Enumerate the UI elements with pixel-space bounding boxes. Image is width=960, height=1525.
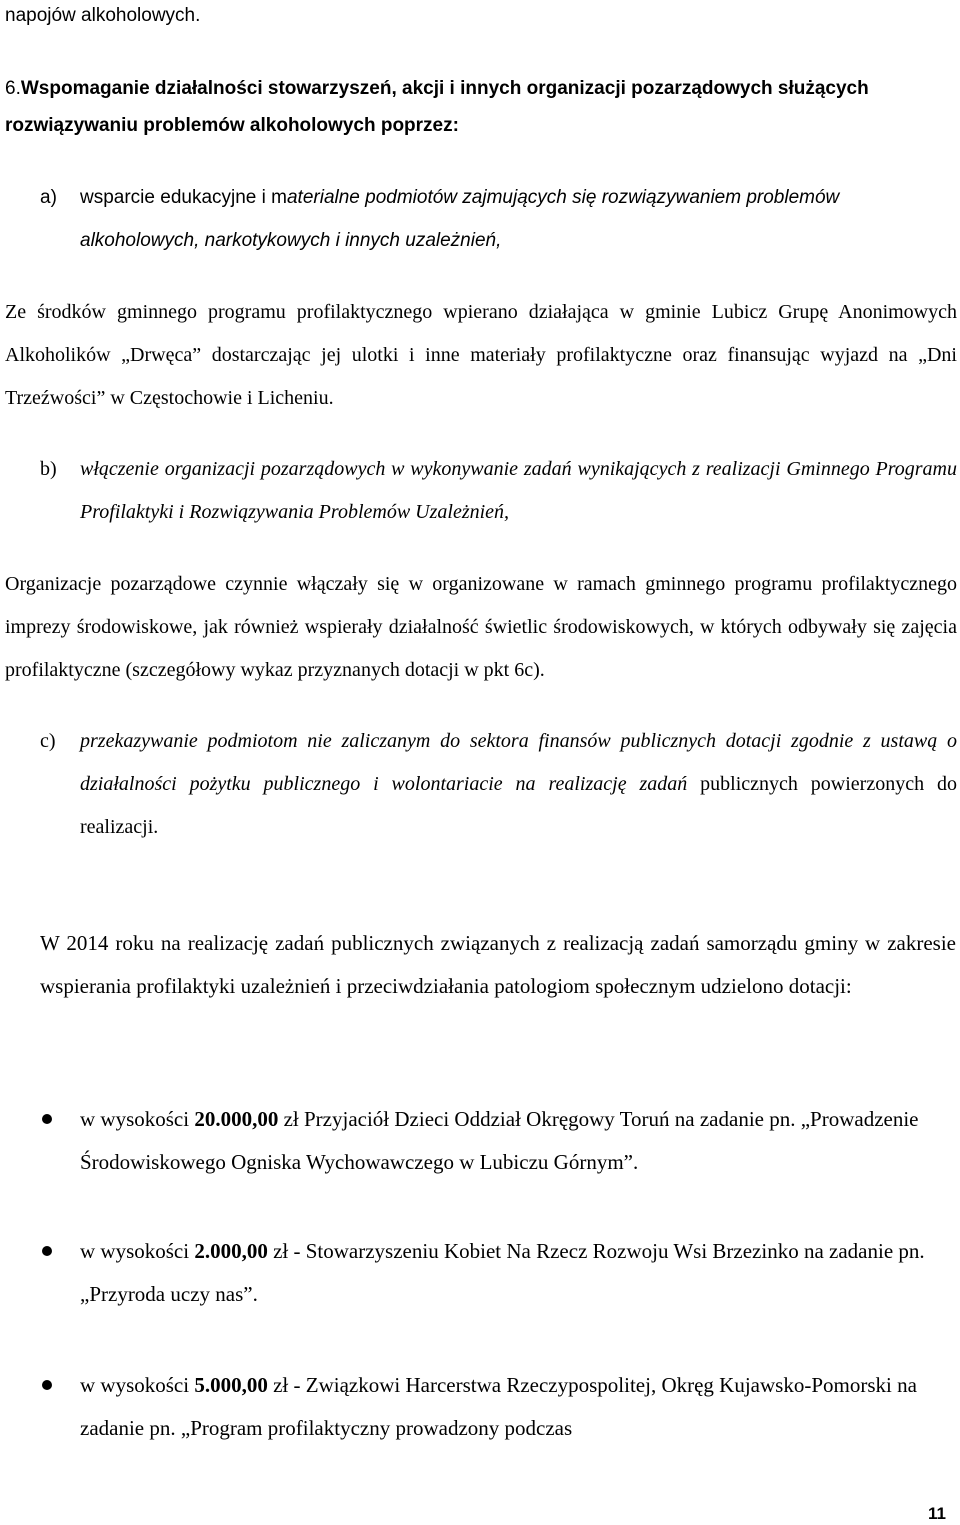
previous-page-continuation: napojów alkoholowych. xyxy=(5,5,201,26)
paragraph-1: Ze środków gminnego programu profilaktycznego wpierano działająca w gminie Lubicz Grupę Anonimowych Alkoholików „Drwęca” dostarczając jej ulotki i inne materiały profilaktyczne oraz finansując wyjazd na „Dni Trzeźwości” w Częstochowie i Licheniu. xyxy=(5,301,957,409)
item-c-label: c) xyxy=(40,730,56,752)
section-heading xyxy=(5,70,955,144)
item-a-text xyxy=(80,176,956,262)
bullet-icon xyxy=(42,1246,52,1256)
bullet-amount: 20.000,00 xyxy=(194,1107,279,1131)
item-b-text: włączenie organizacji pozarządowych w wykonywanie zadań wynikających z realizacji Gminnego Programu Profilaktyki i Rozwiązywania Problemów Uzależnień, xyxy=(80,458,957,523)
bullet-amount: 5.000,00 xyxy=(194,1373,268,1397)
bullet-rest: zł Przyjaciół Dzieci Oddział Okręgowy Toruń na zadanie pn. „Prowadzenie Środowiskowego Ogniska Wychowawczego w Lubiczu Górnym”. xyxy=(80,1107,919,1174)
item-c-text xyxy=(80,720,957,849)
bullet-icon xyxy=(42,1114,52,1124)
bullet-prefix: w wysokości xyxy=(80,1107,195,1131)
bullet-rest: zł - Związkowi Harcerstwa Rzeczypospolitej, Okręg Kujawsko-Pomorski na zadanie pn. „Program profilaktyczny prowadzony podczas xyxy=(80,1373,917,1440)
bullet-prefix: w wysokości xyxy=(80,1373,195,1397)
item-a-italic: aterialne podmiotów zajmujących się rozwiązywaniem problemów alkoholowych, narkotykowych i innych uzależnień, xyxy=(80,187,840,251)
bullet-prefix: w wysokości xyxy=(80,1239,195,1263)
item-a-plain: wsparcie edukacyjne i m xyxy=(80,187,287,208)
bullet-item xyxy=(80,1098,956,1184)
bullet-icon xyxy=(42,1380,52,1390)
item-b-label: b) xyxy=(40,458,57,480)
item-c-plain: publicznych powierzonych do realizacji. xyxy=(80,773,957,838)
bullet-amount: 2.000,00 xyxy=(194,1239,268,1263)
section-title: Wspomaganie działalności stowarzyszeń, akcji i innych organizacji pozarządowych służących rozwiązywaniu problemów alkoholowych poprzez: xyxy=(5,78,869,136)
section-number: 6. xyxy=(5,78,21,99)
bullet-item xyxy=(80,1230,956,1316)
paragraph-3: W 2014 roku na realizację zadań publicznych związanych z realizacją zadań samorządu gminy w zakresie wspierania profilaktyki uzależnień i przeciwdziałania patologiom społecznym udzielono dotacji: xyxy=(40,931,956,998)
page-number: 11 xyxy=(928,1504,946,1523)
bullet-item xyxy=(80,1364,956,1450)
item-a-label: a) xyxy=(40,187,57,208)
bullet-rest: zł - Stowarzyszeniu Kobiet Na Rzecz Rozwoju Wsi Brzezinko na zadanie pn. „Przyroda uczy nas”. xyxy=(80,1239,925,1306)
item-c-italic: przekazywanie podmiotom nie zaliczanym do sektora finansów publicznych dotacji zgodnie z ustawą o działalności pożytku publicznego i wolontariacie na realizację zadań xyxy=(80,730,957,795)
paragraph-2: Organizacje pozarządowe czynnie włączały się w organizowane w ramach gminnego programu profilaktycznego imprezy środowiskowe, jak również wspierały działalność świetlic środowiskowych, w których odbywały się zajęcia profilaktyczne (szczegółowy wykaz przyznanych dotacji w pkt 6c). xyxy=(5,573,957,681)
